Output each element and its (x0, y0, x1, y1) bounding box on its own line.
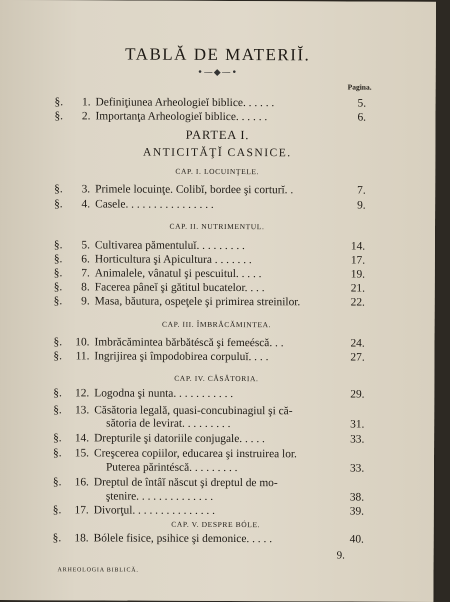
toc-entry-15-cont (0, 460, 434, 476)
entry-page: 33. (350, 433, 365, 446)
entry-number: 13. (74, 404, 90, 417)
entry-number: 3. (81, 183, 91, 196)
entry-page: 17. (350, 254, 366, 267)
entry-number: 6. (81, 253, 90, 266)
entry-title: Logodna şi nunta. . . . . . . . . . . (94, 387, 234, 401)
entry-title: Animalele, vânatul şi pescuitul. . . . . (94, 267, 262, 281)
folio-number: 9. (336, 549, 345, 562)
footer-signature: ARHEOLOGIA BIBLICĂ. (57, 567, 139, 574)
entry-number: 12. (75, 387, 90, 400)
entry-title: Facerea pâneĭ şi gătitul bucatelor. . . . (94, 281, 265, 295)
page-title: TABLĂ DE MATERIĬ. (125, 44, 311, 65)
entry-title: Cultivarea pămentuluĭ. . . . . . . . . (94, 239, 245, 253)
entry-title: Creşcerea copiilor, educarea şi instruirea lor. (93, 447, 297, 461)
ornament-divider: •—◆—• (197, 67, 238, 79)
section-symbol: §. (53, 295, 63, 308)
section-symbol: §. (54, 96, 64, 109)
toc-entry-17 (0, 503, 434, 519)
section-symbol: §. (53, 239, 63, 252)
entry-page: 33. (349, 462, 365, 475)
entry-page: 40. (349, 533, 364, 546)
entry-number: 5. (81, 239, 90, 252)
section-symbol: §. (52, 476, 62, 489)
toc-entry-11 (0, 349, 434, 365)
entry-title: Primele locuinţe. Colibĭ, bordee şi corturĭ. . (95, 183, 294, 197)
entry-title: Imbrăcămintea bărbătéscă şi femeéscă. . . (94, 336, 284, 350)
section-symbol: §. (53, 387, 62, 400)
section-symbol: §. (54, 183, 63, 196)
entry-title: Casele. . . . . . . . . . . . . . . . (95, 198, 214, 211)
entry-title-continuation: sătoria de levirat. . . . . . . . . (106, 417, 231, 431)
section-symbol: §. (53, 404, 62, 417)
entry-page: 21. (350, 282, 366, 295)
entry-number: 17. (74, 504, 89, 517)
section-symbol: §. (53, 281, 63, 294)
entry-title: Drepturile şi datoriile conjugale. . . . . (94, 432, 265, 446)
entry-number: 8. (81, 281, 90, 294)
entry-page: 7. (357, 184, 366, 197)
entry-page: 29. (350, 388, 365, 401)
entry-title: Horticultura şi Apicultura . . . . . . . (94, 253, 252, 267)
section-symbol: §. (53, 350, 63, 363)
section-symbol: §. (52, 504, 62, 517)
toc-entry-12 (0, 386, 434, 402)
toc-entry-3 (0, 182, 435, 198)
chapter-heading-3: CAP. III. ÎMBRĂCĂMINTEA. (161, 319, 272, 330)
section-symbol: §. (54, 198, 63, 211)
entry-number: 10. (75, 336, 90, 349)
entry-title: Masa, băutura, ospeţele şi primirea streinilor. (94, 295, 301, 309)
entry-page: 5. (357, 97, 367, 110)
toc-entry-4 (0, 197, 435, 213)
entry-page: 39. (349, 505, 365, 518)
entry-number: 2. (81, 110, 91, 123)
entry-title: Căsătoria legală, quasi-concubinagiul şi că- (94, 404, 293, 418)
section-symbol: §. (53, 432, 62, 445)
entry-number: 18. (74, 532, 89, 545)
toc-entry-13-cont (0, 416, 434, 432)
entry-page: 27. (350, 351, 365, 364)
entry-page: 38. (349, 491, 365, 504)
section-symbol: §. (54, 110, 64, 123)
section-symbol: §. (52, 532, 62, 545)
entry-title-continuation: ştenire. . . . . . . . . . . . . . (105, 490, 214, 503)
entry-page: 22. (350, 296, 365, 309)
entry-page: 19. (350, 268, 366, 281)
entry-title: Dreptul de întâĭ născut şi dreptul de mo- (93, 476, 278, 490)
toc-entry-9 (0, 294, 435, 310)
part-title: PARTEA I. (185, 127, 250, 143)
part-subtitle: ANTICITĂŢĬ CASNICE. (142, 146, 292, 160)
entry-number: 9. (81, 295, 90, 308)
entry-number: 1. (81, 96, 91, 109)
section-symbol: §. (53, 336, 63, 349)
chapter-heading-1: CAP. I. LOCUINŢELE. (175, 166, 260, 177)
entry-title: Bólele fisice, psihice şi demonice. . . . . (93, 532, 273, 546)
entry-number: 11. (75, 350, 90, 363)
entry-title-continuation: Puterea părintéscă. . . . . . . . . (105, 461, 238, 475)
chapter-heading-2: CAP. II. NUTRIMENTUL. (169, 221, 265, 232)
entry-number: 14. (74, 432, 90, 445)
entry-title: Definiţiunea Arheologieĭ biblice. . . . . . (95, 96, 275, 110)
section-symbol: §. (52, 447, 62, 460)
entry-page: 14. (350, 240, 366, 253)
section-symbol: §. (53, 253, 63, 266)
entry-title: Ingrijirea şi împodobirea corpuluĭ. . . . (94, 350, 269, 364)
entry-number: 7. (81, 267, 90, 280)
entry-number: 15. (74, 447, 90, 460)
entry-number: 4. (81, 198, 91, 211)
section-symbol: §. (53, 267, 63, 280)
entry-page: 9. (357, 199, 366, 212)
chapter-heading-4: CAP. IV. CĂSĂTORIA. (174, 373, 259, 384)
entry-page: 31. (350, 418, 365, 431)
toc-entry-18 (0, 531, 434, 547)
toc-entry-14 (0, 431, 434, 447)
pagina-column-label: Pagina. (347, 82, 372, 92)
entry-page: 24. (350, 337, 365, 350)
entry-title: Divorţul. . . . . . . . . . . . . . . (93, 504, 215, 517)
book-edge (436, 0, 450, 600)
toc-entry-2 (0, 109, 436, 125)
entry-page: 6. (357, 111, 367, 124)
entry-number: 16. (74, 476, 89, 489)
chapter-heading-5: CAP. V. DESPRE BÓLE. (171, 519, 261, 530)
entry-title: Importanţa Arheologieĭ biblice. . . . . . (95, 110, 268, 124)
